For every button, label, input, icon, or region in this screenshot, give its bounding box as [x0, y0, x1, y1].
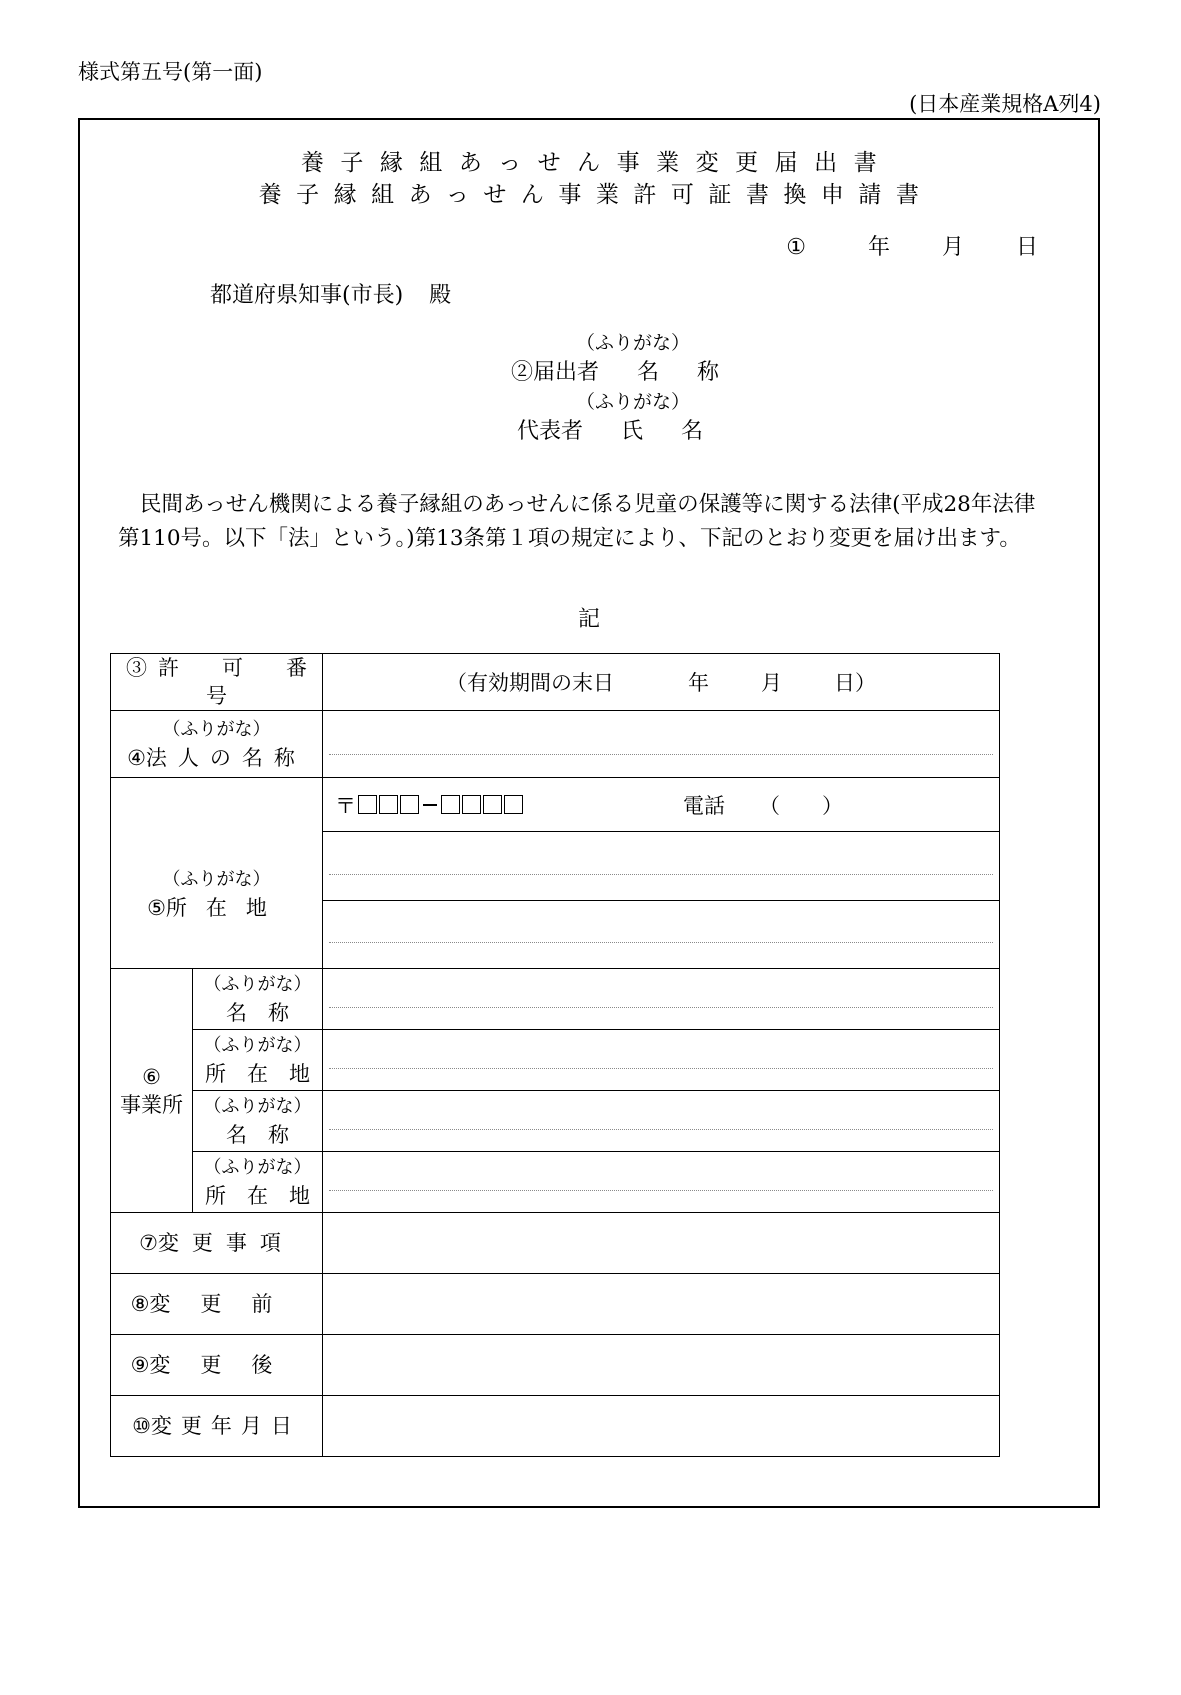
- change-item-value-cell[interactable]: [323, 1213, 1000, 1274]
- table-row-office-1-name: [111, 969, 1000, 1030]
- change-item-text: 変更事項: [157, 1231, 294, 1255]
- postal-box[interactable]: [441, 795, 460, 814]
- table-row-office-1-address: [111, 1030, 1000, 1091]
- postal-box[interactable]: [358, 795, 377, 814]
- address-label: [147, 896, 286, 920]
- office-2-name-guide: [329, 1129, 993, 1130]
- submitter-name-word-1: 名: [637, 360, 660, 385]
- postal-box[interactable]: [379, 795, 398, 814]
- postal-code-boxes-left[interactable]: [358, 795, 421, 814]
- corp-name-value-cell[interactable]: [323, 711, 1000, 778]
- before-number: ⑧: [130, 1292, 150, 1316]
- date-month-label: 月: [941, 235, 964, 260]
- after-label: [131, 1353, 303, 1377]
- ki-marker: 記: [577, 607, 600, 632]
- validity-prefix: （有効期間の末日: [446, 671, 614, 695]
- date-day-label: 日: [1015, 235, 1038, 260]
- representative-name-word-2: 名: [681, 419, 704, 444]
- office-1-name-furigana: （ふりがな）: [203, 974, 312, 995]
- postal-box[interactable]: [504, 795, 523, 814]
- validity-month: 月: [761, 671, 782, 695]
- legal-body-line-1: 民間あっせん機関による養子縁組のあっせんに係る児童の保護等に関する法律(平成28年法律: [140, 492, 1036, 517]
- telephone-paren-open: （: [759, 793, 780, 818]
- form-table: [110, 653, 1000, 1457]
- corp-name-furigana-guide: [329, 754, 993, 755]
- after-label-cell: [111, 1335, 323, 1396]
- submitter-name-row: [80, 356, 1098, 389]
- office-1-address-label: 所 在 地: [205, 1062, 310, 1086]
- office-2-address-guide: [329, 1190, 993, 1191]
- address-label-cell: [111, 778, 323, 969]
- postal-code-boxes-right[interactable]: [441, 795, 525, 814]
- office-2-address-label-cell: [193, 1152, 323, 1213]
- table-row-after: [111, 1335, 1000, 1396]
- representative-furigana-label: （ふりがな）: [575, 391, 690, 413]
- table-row-office-2-name: [111, 1091, 1000, 1152]
- table-row-before: [111, 1274, 1000, 1335]
- license-number-value-cell[interactable]: [323, 654, 1000, 711]
- corp-name-number: ④: [127, 746, 146, 770]
- office-2-address-label: 所 在 地: [205, 1184, 310, 1208]
- office-1-name-guide: [329, 1007, 993, 1008]
- office-label: [111, 1063, 192, 1119]
- change-item-label-cell: [111, 1213, 323, 1274]
- after-value-cell[interactable]: [323, 1335, 1000, 1396]
- legal-body-line-2: 第110号。以下「法」という。)第13条第１項の規定により、下記のとおり変更を届け出ます。: [118, 526, 1021, 551]
- submitter-label: 届出者: [532, 360, 599, 385]
- representative-label: 代表者: [516, 419, 583, 444]
- postal-box[interactable]: [483, 795, 502, 814]
- date-circle-number: ①: [786, 235, 806, 260]
- form-title-line-2: 養子縁組あっせん事業許可証書換申請書: [258, 182, 934, 208]
- office-1-name-label: 名 称: [226, 1001, 289, 1025]
- change-date-value-cell[interactable]: [323, 1396, 1000, 1457]
- form-title-line-1: 養子縁組あっせん事業変更届出書: [300, 150, 894, 176]
- office-number: ⑥: [142, 1064, 161, 1089]
- submission-date-line: [786, 230, 1038, 261]
- table-row-change-item: [111, 1213, 1000, 1274]
- change-item-number: ⑦: [139, 1231, 158, 1255]
- office-2-address-value-cell[interactable]: [323, 1152, 1000, 1213]
- change-item-label: [139, 1231, 294, 1255]
- addressee-line: [210, 278, 451, 309]
- before-value-cell[interactable]: [323, 1274, 1000, 1335]
- change-date-number: ⑩: [132, 1414, 151, 1438]
- table-row-license: [111, 654, 1000, 711]
- telephone-paren-close: ）: [822, 793, 843, 818]
- after-text: 変更後: [149, 1353, 303, 1377]
- postal-dash: [423, 804, 437, 806]
- submitter-name-word-2: 称: [697, 360, 720, 385]
- address-value-cell-1[interactable]: [323, 832, 1000, 900]
- address-furigana: （ふりがな）: [162, 869, 271, 890]
- validity-year: 年: [688, 671, 709, 695]
- before-label: [131, 1292, 303, 1316]
- office-1-address-value-cell[interactable]: [323, 1030, 1000, 1091]
- office-2-name-label-cell: [193, 1091, 323, 1152]
- form-title-block: [80, 147, 1098, 211]
- change-date-label: [132, 1414, 301, 1438]
- corp-name-label-cell: [111, 711, 323, 778]
- addressee-title: 都道府県知事(市長): [210, 283, 404, 308]
- after-number: ⑨: [130, 1353, 150, 1377]
- office-1-name-label-cell: [193, 969, 323, 1030]
- submitter-furigana-label: （ふりがな）: [575, 332, 690, 354]
- postal-and-tel-line: [323, 790, 999, 820]
- license-validity-line: [323, 667, 999, 697]
- postal-box[interactable]: [462, 795, 481, 814]
- corp-name-furigana: （ふりがな）: [162, 719, 271, 740]
- form-frame: [78, 118, 1100, 1508]
- postal-box[interactable]: [400, 795, 419, 814]
- representative-name-word-1: 氏: [620, 419, 643, 444]
- address-furigana-guide-1: [329, 874, 993, 875]
- office-1-address-furigana: （ふりがな）: [203, 1035, 312, 1056]
- telephone-field[interactable]: [683, 790, 843, 820]
- license-number-label-cell: [111, 654, 350, 711]
- table-row-address-postal: [111, 778, 1000, 832]
- date-year-label: 年: [867, 235, 890, 260]
- before-text: 変更前: [149, 1292, 303, 1316]
- form-code-label: 様式第五号(第一面): [78, 60, 263, 84]
- table-row-corp-name: [111, 711, 1000, 778]
- before-label-cell: [111, 1274, 323, 1335]
- validity-day: 日）: [834, 671, 876, 695]
- telephone-label: 電話: [683, 793, 725, 818]
- change-date-label-cell: [111, 1396, 323, 1457]
- office-2-name-furigana: （ふりがな）: [203, 1096, 312, 1117]
- office-2-name-value-cell[interactable]: [323, 1091, 1000, 1152]
- office-text: 事業所: [120, 1092, 183, 1117]
- table-row-change-date: [111, 1396, 1000, 1457]
- postal-mark-icon: 〒: [335, 793, 356, 818]
- license-number-label: ③許 可 番 号: [126, 656, 350, 708]
- address-furigana-guide-2: [329, 942, 993, 943]
- address-value-cell-2[interactable]: [323, 900, 1000, 968]
- corp-name-text: 法人の名称: [145, 746, 306, 770]
- legal-body-paragraph: [118, 488, 1066, 556]
- address-number: ⑤: [147, 896, 166, 920]
- corp-name-label: [127, 746, 306, 770]
- office-1-address-guide: [329, 1068, 993, 1069]
- office-label-cell: [111, 969, 193, 1213]
- office-2-name-label: 名 称: [226, 1123, 289, 1147]
- addressee-honorific: 殿: [429, 283, 452, 308]
- representative-name-row: [80, 415, 1098, 448]
- paper-size-label: (日本産業規格A列4): [909, 92, 1101, 116]
- office-1-name-value-cell[interactable]: [323, 969, 1000, 1030]
- address-postal-cell[interactable]: [323, 778, 1000, 832]
- office-2-address-furigana: （ふりがな）: [203, 1157, 312, 1178]
- change-date-text: 変更年月日: [150, 1414, 301, 1438]
- submitter-number: ②: [510, 360, 533, 385]
- table-row-office-2-address: [111, 1152, 1000, 1213]
- office-1-address-label-cell: [193, 1030, 323, 1091]
- submitter-block: [80, 330, 1098, 448]
- address-text: 所在地: [165, 896, 286, 920]
